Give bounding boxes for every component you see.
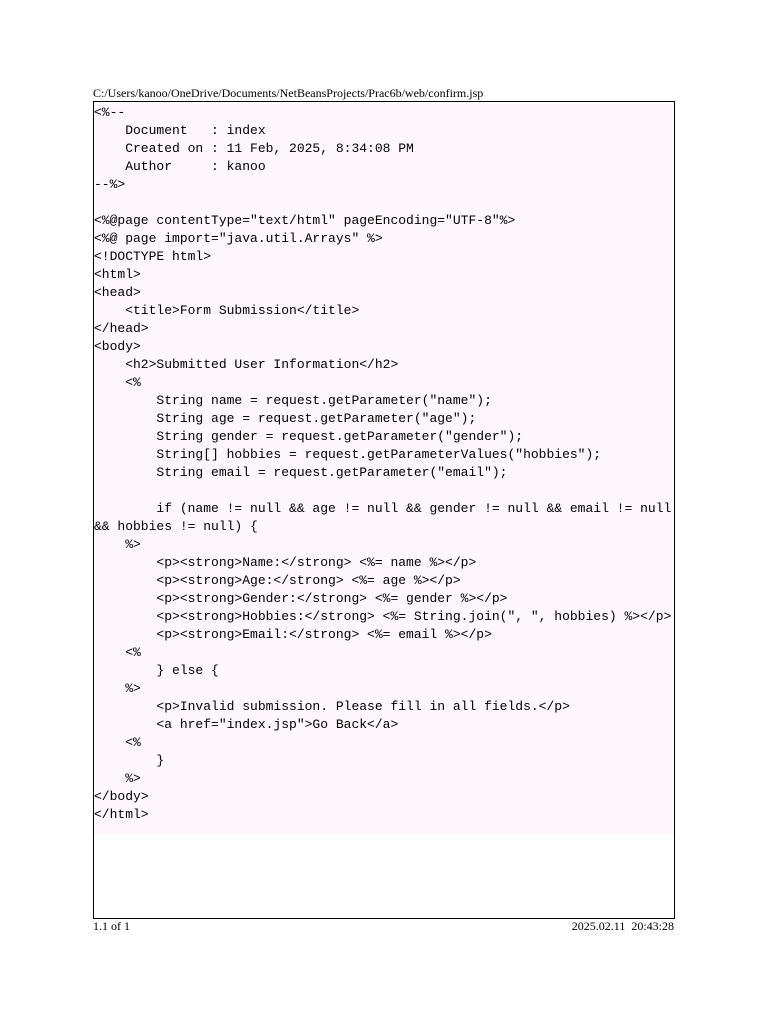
- code-line: <html>: [94, 267, 141, 282]
- code-line: && hobbies != null) {: [94, 519, 258, 534]
- code-line: <%--: [94, 105, 126, 120]
- code-line: <title>Form Submission</title>: [94, 303, 360, 318]
- code-line: String email = request.getParameter("email");: [94, 465, 508, 480]
- code-line: %>: [94, 681, 141, 696]
- code-line: }: [94, 753, 165, 768]
- code-line: </body>: [94, 789, 149, 804]
- code-line: <p><strong>Email:</strong> <%= email %></p>: [94, 627, 492, 642]
- code-line: <p><strong>Gender:</strong> <%= gender %></p>: [94, 591, 508, 606]
- code-line: String[] hobbies = request.getParameterValues("hobbies");: [94, 447, 602, 462]
- code-line: Document : index: [94, 123, 266, 138]
- code-line: <body>: [94, 339, 141, 354]
- code-line: <p>Invalid submission. Please fill in all fields.</p>: [94, 699, 570, 714]
- code-line: String name = request.getParameter("name");: [94, 393, 492, 408]
- print-timestamp: 2025.02.11 20:43:28: [571, 919, 674, 933]
- code-line: <%: [94, 645, 141, 660]
- code-line: if (name != null && age != null && gender != null && email != null: [94, 501, 672, 516]
- code-line: String gender = request.getParameter("gender");: [94, 429, 524, 444]
- code-line: %>: [94, 537, 141, 552]
- code-listing: [94, 104, 674, 834]
- page-number: 1.1 of 1: [93, 919, 130, 933]
- file-path-header: C:/Users/kanoo/OneDrive/Documents/NetBeansProjects/Prac6b/web/confirm.jsp: [93, 86, 484, 100]
- code-line: Author : kanoo: [94, 159, 266, 174]
- code-line: <%: [94, 735, 141, 750]
- code-listing-frame: [93, 101, 675, 919]
- code-line: </html>: [94, 807, 149, 822]
- code-line: <h2>Submitted User Information</h2>: [94, 357, 399, 372]
- code-line: <%@page contentType="text/html" pageEncoding="UTF-8"%>: [94, 213, 516, 228]
- code-line: } else {: [94, 663, 219, 678]
- code-line: Created on : 11 Feb, 2025, 8:34:08 PM: [94, 141, 414, 156]
- code-line: <a href="index.jsp">Go Back</a>: [94, 717, 399, 732]
- code-line: <head>: [94, 285, 141, 300]
- code-line: <p><strong>Age:</strong> <%= age %></p>: [94, 573, 461, 588]
- code-line: <%: [94, 375, 141, 390]
- code-line: String age = request.getParameter("age");: [94, 411, 477, 426]
- code-line: <!DOCTYPE html>: [94, 249, 212, 264]
- code-line: </head>: [94, 321, 149, 336]
- code-line: %>: [94, 771, 141, 786]
- code-line: <%@ page import="java.util.Arrays" %>: [94, 231, 383, 246]
- code-line: <p><strong>Hobbies:</strong> <%= String.join(", ", hobbies) %></p>: [94, 609, 672, 624]
- code-line: <p><strong>Name:</strong> <%= name %></p>: [94, 555, 477, 570]
- code-line: --%>: [94, 177, 126, 192]
